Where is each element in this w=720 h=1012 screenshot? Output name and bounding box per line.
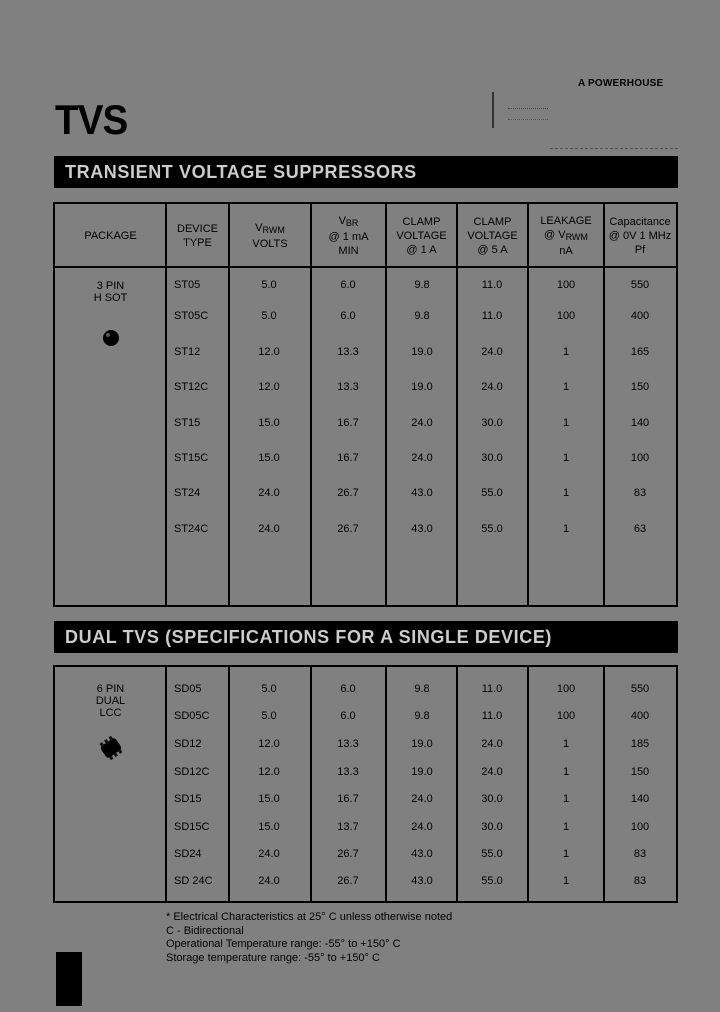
value-cell: 6.0 <box>340 310 356 322</box>
column-header-text <box>467 215 517 257</box>
value-cell: 1 <box>562 848 570 860</box>
column-divider <box>603 667 605 901</box>
value-cell: 6.0 <box>340 710 356 722</box>
value-cell: 150 <box>630 766 650 778</box>
value-cell: 11.0 <box>481 310 503 322</box>
value-cell: 100 <box>630 452 650 464</box>
value-cell: 100 <box>556 710 576 722</box>
value-cell: 16.7 <box>337 417 359 429</box>
package-label <box>55 280 166 304</box>
column-header <box>528 204 604 268</box>
logo-mark <box>508 108 548 120</box>
value-cell: 550 <box>630 683 650 695</box>
device-type-cell: ST05C <box>174 310 209 322</box>
value-cell: 24.0 <box>411 821 433 833</box>
notes <box>166 911 452 966</box>
package-label <box>55 683 166 719</box>
value-cell: 12.0 <box>258 766 280 778</box>
value-cell: 24.0 <box>411 793 433 805</box>
value-cell: 24.0 <box>258 523 280 535</box>
value-cell: 83 <box>633 875 647 887</box>
package-line: DUAL <box>95 695 126 707</box>
value-cell: 26.7 <box>337 848 359 860</box>
column-header <box>311 204 386 268</box>
note-line: Operational Temperature range: -55° to +150° C <box>166 938 401 951</box>
column-header-text <box>609 215 672 257</box>
value-cell: 24.0 <box>258 848 280 860</box>
header-symbol <box>252 221 287 237</box>
page-title: TVS <box>55 96 128 143</box>
value-cell: 24.0 <box>481 766 503 778</box>
column-divider <box>527 667 529 901</box>
package-line: LCC <box>99 707 122 719</box>
value-cell: 5.0 <box>261 279 277 291</box>
header-line: MIN <box>338 245 359 257</box>
value-cell: 400 <box>630 310 650 322</box>
value-cell: 19.0 <box>411 738 433 750</box>
header-rule <box>550 148 678 150</box>
value-cell: 1 <box>562 766 570 778</box>
value-cell: 30.0 <box>481 793 503 805</box>
value-cell: 15.0 <box>258 452 280 464</box>
value-cell: 26.7 <box>337 487 359 499</box>
value-cell: 16.7 <box>337 793 359 805</box>
value-cell: 24.0 <box>258 875 280 887</box>
value-cell: 19.0 <box>411 766 433 778</box>
device-type-cell: SD15 <box>174 793 202 805</box>
device-type-cell: SD15C <box>174 821 210 833</box>
value-cell: 9.8 <box>414 710 430 722</box>
value-cell: 100 <box>556 279 576 291</box>
header-line-part: @ V <box>544 229 566 241</box>
value-cell: 30.0 <box>481 417 503 429</box>
value-cell: 11.0 <box>481 710 503 722</box>
device-type-cell: SD05 <box>174 683 202 695</box>
column-divider <box>228 667 230 901</box>
device-type-cell: SD12 <box>174 738 202 750</box>
header-symbol-letter: V <box>255 222 263 234</box>
value-cell: 1 <box>562 875 570 887</box>
header-line: PACKAGE <box>84 230 137 242</box>
value-cell: 24.0 <box>258 487 280 499</box>
value-cell: 100 <box>556 310 576 322</box>
device-type-cell: ST24 <box>174 487 201 499</box>
value-cell: 43.0 <box>411 487 433 499</box>
value-cell: 24.0 <box>411 417 433 429</box>
device-type-cell: ST24C <box>174 523 209 535</box>
value-cell: 9.8 <box>414 310 430 322</box>
value-cell: 12.0 <box>258 738 280 750</box>
device-type-cell: ST15C <box>174 452 209 464</box>
value-cell: 24.0 <box>481 346 503 358</box>
header-line: Capacitance <box>609 216 671 228</box>
header-line: nA <box>559 245 573 257</box>
device-type-cell: SD 24C <box>174 875 213 887</box>
header-line: @ 0V 1 MHz <box>608 230 672 242</box>
header-symbol-subscript: RWM <box>262 225 285 235</box>
value-cell: 5.0 <box>261 683 277 695</box>
column-header-text <box>252 221 287 251</box>
column-header <box>229 204 311 268</box>
value-cell: 1 <box>562 738 570 750</box>
value-cell: 11.0 <box>481 683 503 695</box>
header-line: LEAKAGE <box>540 215 592 227</box>
value-cell: 400 <box>630 710 650 722</box>
value-cell: 83 <box>633 848 647 860</box>
value-cell: 140 <box>630 793 650 805</box>
header-line: VOLTAGE <box>396 230 447 242</box>
value-cell: 19.0 <box>411 346 433 358</box>
column-header <box>55 204 166 268</box>
value-cell: 140 <box>630 417 650 429</box>
header-line-subscript: RWM <box>565 232 588 242</box>
value-cell: 15.0 <box>258 417 280 429</box>
column-divider <box>310 667 312 901</box>
column-header <box>457 204 528 268</box>
value-cell: 13.3 <box>337 381 359 393</box>
value-cell: 5.0 <box>261 310 277 322</box>
value-cell: 30.0 <box>481 821 503 833</box>
value-cell: 1 <box>562 417 570 429</box>
logo-mark-line <box>492 92 494 128</box>
3-pin-package-icon <box>96 323 126 353</box>
column-header-text <box>177 222 218 250</box>
column-header <box>386 204 457 268</box>
device-type-cell: ST15 <box>174 417 201 429</box>
column-header-text <box>84 229 136 243</box>
value-cell: 9.8 <box>414 683 430 695</box>
value-cell: 550 <box>630 279 650 291</box>
value-cell: 26.7 <box>337 875 359 887</box>
device-type-cell: SD12C <box>174 766 210 778</box>
package-line: H SOT <box>93 292 128 304</box>
header-line: VOLTS <box>252 238 288 250</box>
header-line: DEVICE <box>177 223 218 235</box>
value-cell: 1 <box>562 793 570 805</box>
column-header <box>166 204 229 268</box>
value-cell: 1 <box>562 487 570 499</box>
value-cell: 26.7 <box>337 523 359 535</box>
section-banner-tvs: TRANSIENT VOLTAGE SUPPRESSORS <box>54 156 678 188</box>
value-cell: 6.0 <box>340 279 356 291</box>
column-header-text <box>396 215 446 257</box>
header-line: CLAMP <box>402 216 441 228</box>
package-line: 3 PIN <box>96 280 125 292</box>
tvs-spec-table <box>53 202 678 607</box>
value-cell: 1 <box>562 821 570 833</box>
note-line: Storage temperature range: -55° to +150° C <box>166 952 380 965</box>
value-cell: 43.0 <box>411 848 433 860</box>
header-symbol-subscript: BR <box>345 218 359 228</box>
value-cell: 12.0 <box>258 346 280 358</box>
value-cell: 55.0 <box>481 487 503 499</box>
value-cell: 165 <box>630 346 650 358</box>
value-cell: 15.0 <box>258 793 280 805</box>
value-cell: 55.0 <box>481 848 503 860</box>
value-cell: 55.0 <box>481 523 503 535</box>
header-line: @ 5 A <box>477 244 508 256</box>
header-line: @ 1 mA <box>328 231 369 243</box>
value-cell: 13.3 <box>337 346 359 358</box>
6-pin-package-icon <box>96 733 126 763</box>
section-banner-dual-tvs: DUAL TVS (SPECIFICATIONS FOR A SINGLE DEVICE) <box>54 621 678 653</box>
header-line: VOLTAGE <box>467 230 518 242</box>
value-cell: 1 <box>562 381 570 393</box>
device-type-cell: ST12 <box>174 346 201 358</box>
page-corner-mark <box>56 952 82 1006</box>
value-cell: 16.7 <box>337 452 359 464</box>
column-header-text <box>329 214 369 258</box>
value-cell: 19.0 <box>411 381 433 393</box>
note-line: C - Bidirectional <box>166 924 244 937</box>
value-cell: 24.0 <box>411 452 433 464</box>
column-divider <box>385 667 387 901</box>
column-divider <box>456 667 458 901</box>
header-line <box>540 228 591 244</box>
note-line: * Electrical Characteristics at 25° C unless otherwise noted <box>166 911 453 923</box>
column-header-text <box>540 214 591 258</box>
header-line: TYPE <box>183 237 212 249</box>
header-line: @ 1 A <box>406 244 437 256</box>
value-cell: 30.0 <box>481 452 503 464</box>
value-cell: 24.0 <box>481 738 503 750</box>
device-type-cell: ST05 <box>174 279 201 291</box>
value-cell: 100 <box>556 683 576 695</box>
value-cell: 185 <box>630 738 650 750</box>
device-type-cell: ST12C <box>174 381 209 393</box>
value-cell: 12.0 <box>258 381 280 393</box>
package-line: 6 PIN <box>96 683 125 695</box>
value-cell: 9.8 <box>414 279 430 291</box>
value-cell: 24.0 <box>481 381 503 393</box>
header-symbol <box>329 214 369 230</box>
value-cell: 55.0 <box>481 875 503 887</box>
value-cell: 1 <box>562 346 570 358</box>
value-cell: 150 <box>630 381 650 393</box>
value-cell: 83 <box>633 487 647 499</box>
value-cell: 1 <box>562 452 570 464</box>
value-cell: 15.0 <box>258 821 280 833</box>
device-type-cell: SD05C <box>174 710 210 722</box>
value-cell: 5.0 <box>261 710 277 722</box>
device-type-cell: SD24 <box>174 848 202 860</box>
value-cell: 63 <box>633 523 647 535</box>
header-symbol-letter: V <box>338 215 346 227</box>
value-cell: 6.0 <box>340 683 356 695</box>
header-line: CLAMP <box>473 216 512 228</box>
value-cell: 13.7 <box>337 821 359 833</box>
value-cell: 1 <box>562 523 570 535</box>
value-cell: 11.0 <box>481 279 503 291</box>
value-cell: 13.3 <box>337 766 359 778</box>
value-cell: 43.0 <box>411 523 433 535</box>
brand-tagline: A POWERHOUSE <box>578 78 664 89</box>
header-line: Pf <box>634 244 646 256</box>
value-cell: 100 <box>630 821 650 833</box>
column-header <box>604 204 676 268</box>
dual-tvs-spec-table <box>53 665 678 903</box>
value-cell: 13.3 <box>337 738 359 750</box>
value-cell: 43.0 <box>411 875 433 887</box>
